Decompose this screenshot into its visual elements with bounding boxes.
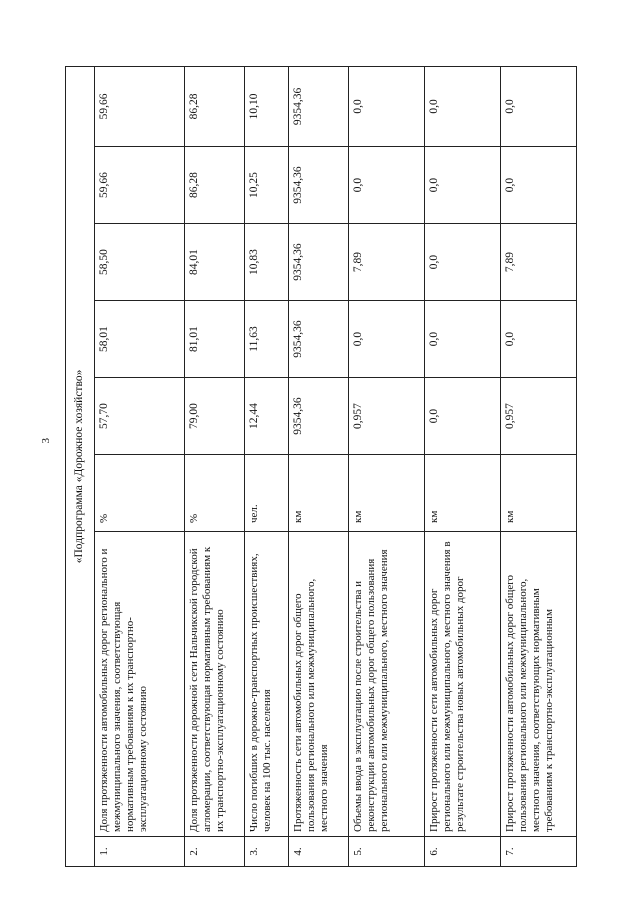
value-cell: 0,957	[349, 378, 425, 455]
value-cell: 79,00	[185, 378, 245, 455]
value-cell: 10,10	[245, 66, 289, 146]
unit-cell: км	[289, 455, 349, 532]
value-cell: 0,0	[425, 224, 501, 301]
value-cell: 0,0	[349, 66, 425, 146]
value-cell: 7,89	[349, 224, 425, 301]
value-cell: 58,50	[95, 224, 185, 301]
value-cell: 0,0	[425, 147, 501, 224]
value-cell: 0,0	[501, 147, 577, 224]
row-number: 7.	[501, 837, 577, 867]
value-cell: 59,66	[95, 147, 185, 224]
table-row	[501, 66, 577, 866]
value-cell: 9354,36	[289, 301, 349, 378]
unit-cell: чел.	[245, 455, 289, 532]
value-cell: 0,0	[501, 301, 577, 378]
table-row	[185, 66, 245, 866]
value-cell: 9354,36	[289, 378, 349, 455]
page-number: 3	[40, 438, 52, 444]
table-row	[95, 66, 185, 866]
table-row	[289, 66, 349, 866]
value-cell: 86,28	[185, 147, 245, 224]
value-cell: 0,0	[349, 147, 425, 224]
indicator-name: Доля протяженности автомобильных дорог регионального и межмуниципального значения, соответствующая нормативным требованиям к их транспортно-эксплуатационному состоянию	[95, 532, 185, 837]
value-cell: 9354,36	[289, 224, 349, 301]
row-number: 2.	[185, 837, 245, 867]
value-cell: 11,63	[245, 301, 289, 378]
value-cell: 86,28	[185, 66, 245, 146]
indicator-name: Прирост протяженности сети автомобильных дорог регионального или межмуниципального, местного значения в результате строительства новых автомобильных дорог	[425, 532, 501, 837]
section-title: «Подпрограмма «Дорожное хозяйство»	[66, 66, 95, 866]
rotated-page	[65, 67, 625, 867]
value-cell: 81,01	[185, 301, 245, 378]
value-cell: 0,0	[425, 378, 501, 455]
table-row	[245, 66, 289, 866]
indicator-name: Число погибших в дорожно-транспортных происшествиях, человек на 100 тыс. населения	[245, 532, 289, 837]
value-cell: 9354,36	[289, 66, 349, 146]
value-cell: 0,0	[349, 301, 425, 378]
indicator-name: Протяженность сети автомобильных дорог общего пользования регионального или межмуниципального, местного значения	[289, 532, 349, 837]
row-number: 6.	[425, 837, 501, 867]
row-number: 4.	[289, 837, 349, 867]
row-number: 3.	[245, 837, 289, 867]
section-row	[66, 66, 95, 866]
indicators-table	[65, 66, 577, 867]
unit-cell: %	[185, 455, 245, 532]
table-container	[65, 67, 625, 867]
unit-cell: км	[349, 455, 425, 532]
value-cell: 0,0	[501, 66, 577, 146]
value-cell: 0,0	[425, 66, 501, 146]
value-cell: 59,66	[95, 66, 185, 146]
indicator-name: Прирост протяженности автомобильных дорог общего пользования регионального или межмуниципального, местного значения, соответствующих нормативным требованиям к транспортно-эксплуатационным	[501, 532, 577, 837]
unit-cell: км	[425, 455, 501, 532]
indicator-name: Объемы ввода в эксплуатацию после строительства и реконструкции автомобильных дорог общего пользования регионального или межмуниципального, местного значения	[349, 532, 425, 837]
value-cell: 57,70	[95, 378, 185, 455]
unit-cell: %	[95, 455, 185, 532]
row-number: 5.	[349, 837, 425, 867]
value-cell: 58,01	[95, 301, 185, 378]
value-cell: 0,957	[501, 378, 577, 455]
row-number: 1.	[95, 837, 185, 867]
table-row	[349, 66, 425, 866]
value-cell: 10,25	[245, 147, 289, 224]
unit-cell: км	[501, 455, 577, 532]
value-cell: 7,89	[501, 224, 577, 301]
indicator-name: Доля протяженности дорожной сети Нальчикской городской агломерации, соответствующая нормативным требованиям к их транспортно-эксплуатационному состоянию	[185, 532, 245, 837]
value-cell: 9354,36	[289, 147, 349, 224]
value-cell: 12,44	[245, 378, 289, 455]
value-cell: 84,01	[185, 224, 245, 301]
table-row	[425, 66, 501, 866]
value-cell: 10,83	[245, 224, 289, 301]
value-cell: 0,0	[425, 301, 501, 378]
